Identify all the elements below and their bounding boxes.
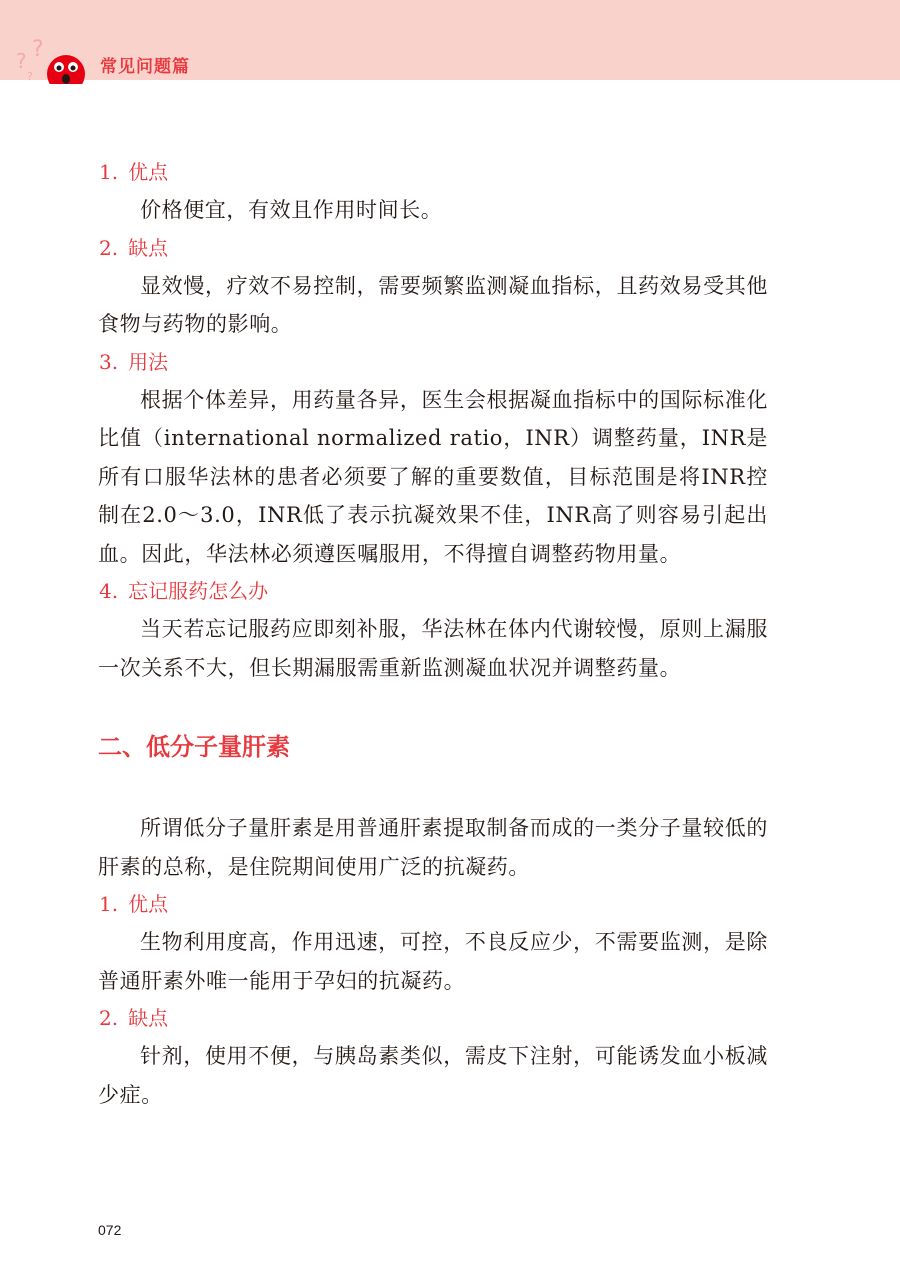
section-spacer — [98, 767, 768, 809]
usage-paragraph: 根据个体差异，用药量各异，医生会根据凝血指标中的国际标准化比值（international normalized ratio，INR）调整药量，INR是所有口服华法林的患者必须要了解的重要数值，目标范围是将INR控制在2.0～3.0，INR低了表示抗凝效果不佳，INR高了则容易引起出血。因此，华法林必须遵医嘱服用，不得擅自调整药物用量。 — [98, 387, 768, 566]
page-header — [0, 0, 900, 83]
missed-dose-heading: 4. 忘记服药怎么办 — [99, 579, 269, 603]
lmwh-intro-paragraph: 所谓低分子量肝素是用普通肝素提取制备而成的一类分子量较低的肝素的总称，是住院期间使用广泛的抗凝药。 — [98, 816, 768, 879]
lmwh-cons-paragraph: 针剂，使用不便，与胰岛素类似，需皮下注射，可能诱发血小板减少症。 — [98, 1044, 768, 1107]
section-heading-lmwh: 二、低分子量肝素 — [98, 733, 290, 761]
question-mascot-icon — [14, 30, 94, 84]
pros-paragraph: 价格便宜，有效且作用时间长。 — [140, 198, 443, 222]
svg-text:?: ? — [16, 49, 27, 73]
cons-paragraph: 显效慢，疗效不易控制，需要频繁监测凝血指标，且药效易受其他食物与药物的影响。 — [98, 273, 768, 336]
page-number: 072 — [98, 1222, 122, 1238]
lmwh-cons-heading: 2. 缺点 — [99, 1006, 169, 1030]
lmwh-pros-paragraph: 生物利用度高，作用迅速，可控，不良反应少，不需要监测，是除普通肝素外唯一能用于孕妇的抗凝药。 — [98, 930, 768, 993]
lmwh-pros-heading: 1. 优点 — [99, 892, 169, 916]
page-content — [98, 154, 768, 1114]
pros-heading: 1. 优点 — [99, 160, 169, 184]
missed-dose-paragraph: 当天若忘记服药应即刻补服，华法林在体内代谢较慢，原则上漏服一次关系不大，但长期漏服需重新监测凝血状况并调整药量。 — [98, 617, 768, 680]
svg-text:?: ? — [27, 70, 33, 83]
cons-heading: 2. 缺点 — [99, 235, 169, 260]
svg-text:?: ? — [32, 37, 44, 62]
usage-heading: 3. 用法 — [99, 349, 169, 374]
section-title: 常见问题篇 — [100, 57, 190, 77]
